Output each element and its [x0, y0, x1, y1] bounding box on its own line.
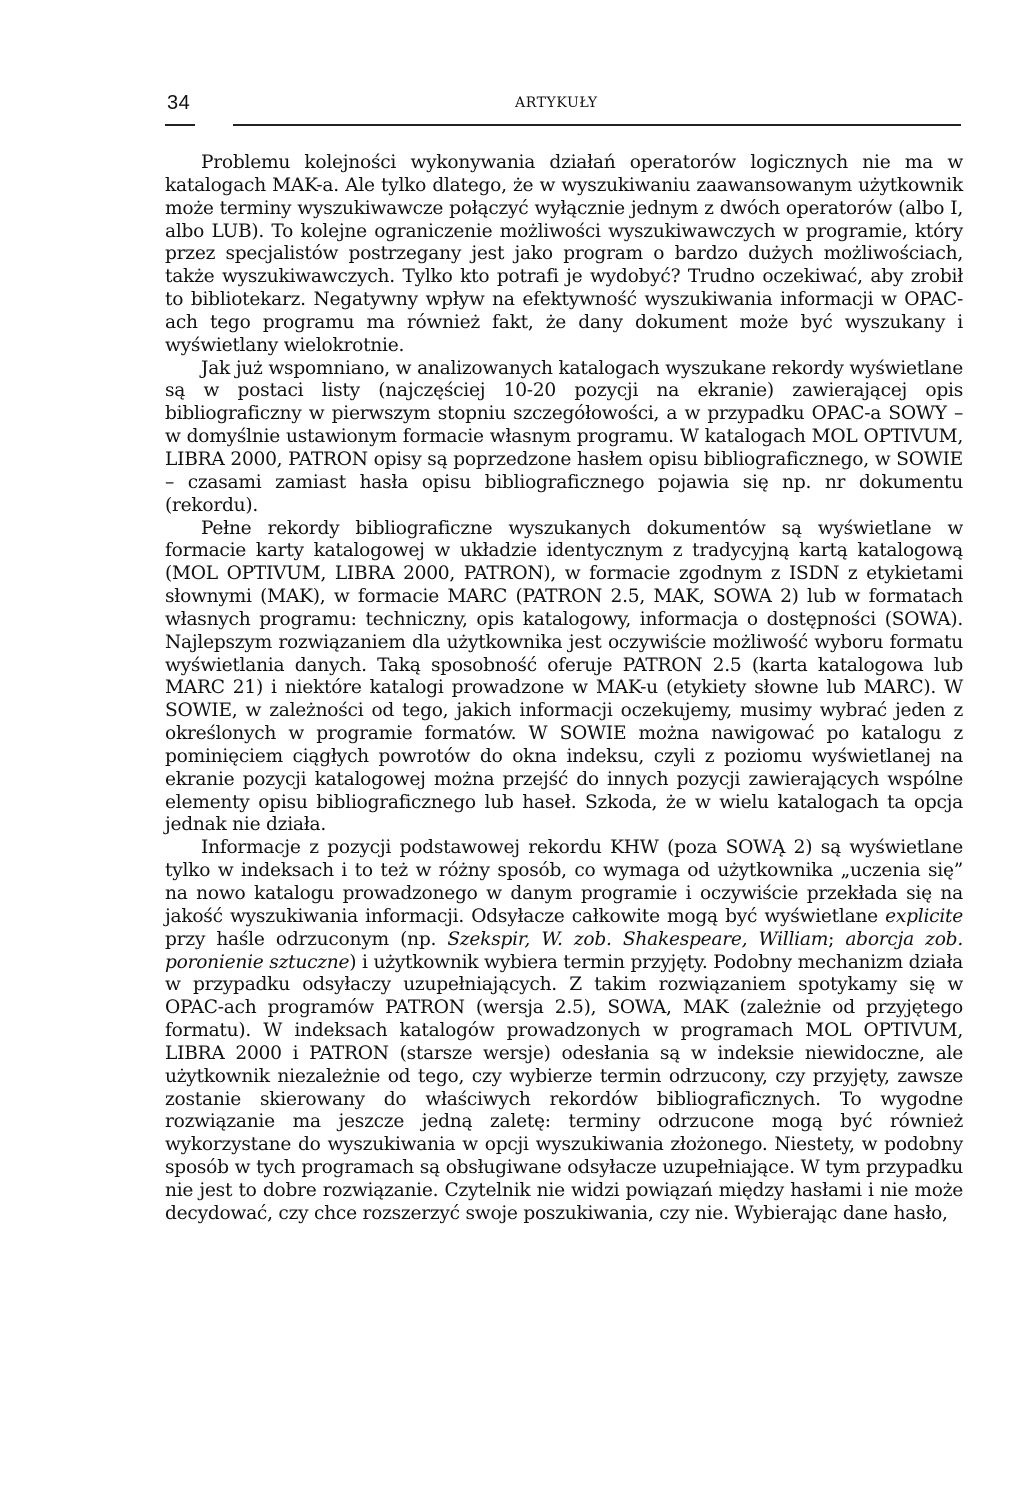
paragraph-4-part-5: ;	[828, 928, 846, 950]
paragraph-4-part-7: ) i użytkownik wybiera termin przyjęty. Podobny mechanizm działa w przypadku odsyłaczy uzupełniających. Z takim rozwiązaniem spotykamy się w OPAC-ach programów PATRON (wersja 2.5), SOWA, MAK (zależnie od przyjętego formatu). W indeksach katalogów prowadzonych w programach MOL OPTIVUM, LIBRA 2000 i PATRON (starsze wersje) odesłania są w indeksie niewidoczne, ale użytkownik niezależnie od tego, czy wybierze termin odrzucony, czy przyjęty, zawsze zostanie skierowany do właściwych rekordów bibliograficznych. To wygodne rozwiązanie ma jeszcze jedną zaletę: terminy odrzucone mogą być również wykorzystane do wyszukiwania w opcji wyszukiwania złożonego. Niestety, w podobny sposób w tych programach są obsługiwane odsyłacze uzupełniające. W tym przypadku nie jest to dobre rozwiązanie. Czytelnik nie widzi powiązań między hasłami i nie może decydować, czy chce rozszerzyć swoje poszukiwania, czy nie. Wybierając dane hasło,	[165, 951, 963, 1224]
paragraph-4-part-3: przy haśle odrzuconym (np.	[165, 928, 448, 950]
running-head: ARTYKUŁY	[515, 95, 598, 111]
paragraph-1: Problemu kolejności wykonywania działań operatorów logicznych nie ma w katalogach MAK-a. Ale tylko dlatego, że w wyszukiwaniu zaawansowanym użytkownik może terminy wyszukiwawcze połączyć wyłącznie jednym z dwóch operatorów (albo I, albo LUB). To kolejne ograniczenie możliwości wyszukiwawczych w programie, który przez specjalistów postrzegany jest jako program o bardzo dużych możliwościach, także wyszukiwawczych. Tylko kto potrafi je wydobyć? Trudno oczekiwać, aby zrobił to bibliotekarz. Negatywny wpływ na efektywność wyszukiwania informacji w OPAC-ach tego programu ma również fakt, że dany dokument może być wyszukany i wyświetlany wielokrotnie.	[165, 152, 963, 356]
page-header	[165, 92, 961, 122]
paragraph-4-italic-explicite: explicite	[885, 905, 963, 927]
article-body	[165, 152, 963, 1226]
page-number: 34	[167, 92, 191, 114]
paragraph-4	[165, 837, 963, 1225]
paragraph-4-part-1: Informacje z pozycji podstawowej rekordu KHW (poza SOWĄ 2) są wyświetlane tylko w indeksach i to też w różny sposób, co wymaga od użytkownika „uczenia się” na nowo katalogu prowadzonego w danym programie i oczywiście przekłada się na jakość wyszukiwania informacji. Odsyłacze całkowite mogą być wyświetlane	[165, 837, 963, 927]
header-rule-short	[165, 124, 195, 126]
paragraph-3: Pełne rekordy bibliograficzne wyszukanych dokumentów są wyświetlane w formacie karty katalogowej w układzie identycznym z tradycyjną kartą katalogową (MOL OPTIVUM, LIBRA 2000, PATRON), w formacie zgodnym z ISDN z etykietami słownymi (MAK), w formacie MARC (PATRON 2.5, MAK, SOWA 2) lub w formatach własnych programu: techniczny, opis katalogowy, informacja o dostępności (SOWA). Najlepszym rozwiązaniem dla użytkownika jest oczywiście możliwość wyboru formatu wyświetlania danych. Taką sposobność oferuje PATRON 2.5 (karta katalogowa lub MARC 21) i niektóre katalogi prowadzone w MAK-u (etykiety słowne lub MARC). W SOWIE, w zależności od tego, jakich informacji oczekujemy, musimy wybrać jeden z określonych w programie formatów. W SOWIE można nawigować po katalogu z pominięciem ciągłych powrotów do okna indeksu, czyli z poziomu wyświetlanej na ekranie pozycji katalogowej można przejść do innych pozycji zawierających wspólne elementy opisu bibliograficznego lub haseł. Szkoda, że w wielu katalogach ta opcja jednak nie działa.	[165, 517, 963, 836]
paragraph-4-italic-example-2: aborcja zob. poronienie sztuczne	[165, 928, 963, 973]
header-rule-long	[233, 124, 961, 126]
paragraph-4-italic-example-1: Szekspir, W. zob. Shakespeare, William	[447, 928, 829, 950]
paragraph-2: Jak już wspomniano, w analizowanych katalogach wyszukane rekordy wyświetlane są w postaci listy (najczęściej 10-20 pozycji na ekranie) zawierającej opis bibliograficzny w pierwszym stopniu szczegółowości, a w przypadku OPAC-a SOWY – w domyślnie ustawionym formacie własnym programu. W katalogach MOL OPTIVUM, LIBRA 2000, PATRON opisy są poprzedzone hasłem opisu bibliograficznego, w SOWIE – czasami zamiast hasła opisu bibliograficznego pojawia się np. nr dokumentu (rekordu).	[165, 357, 963, 516]
